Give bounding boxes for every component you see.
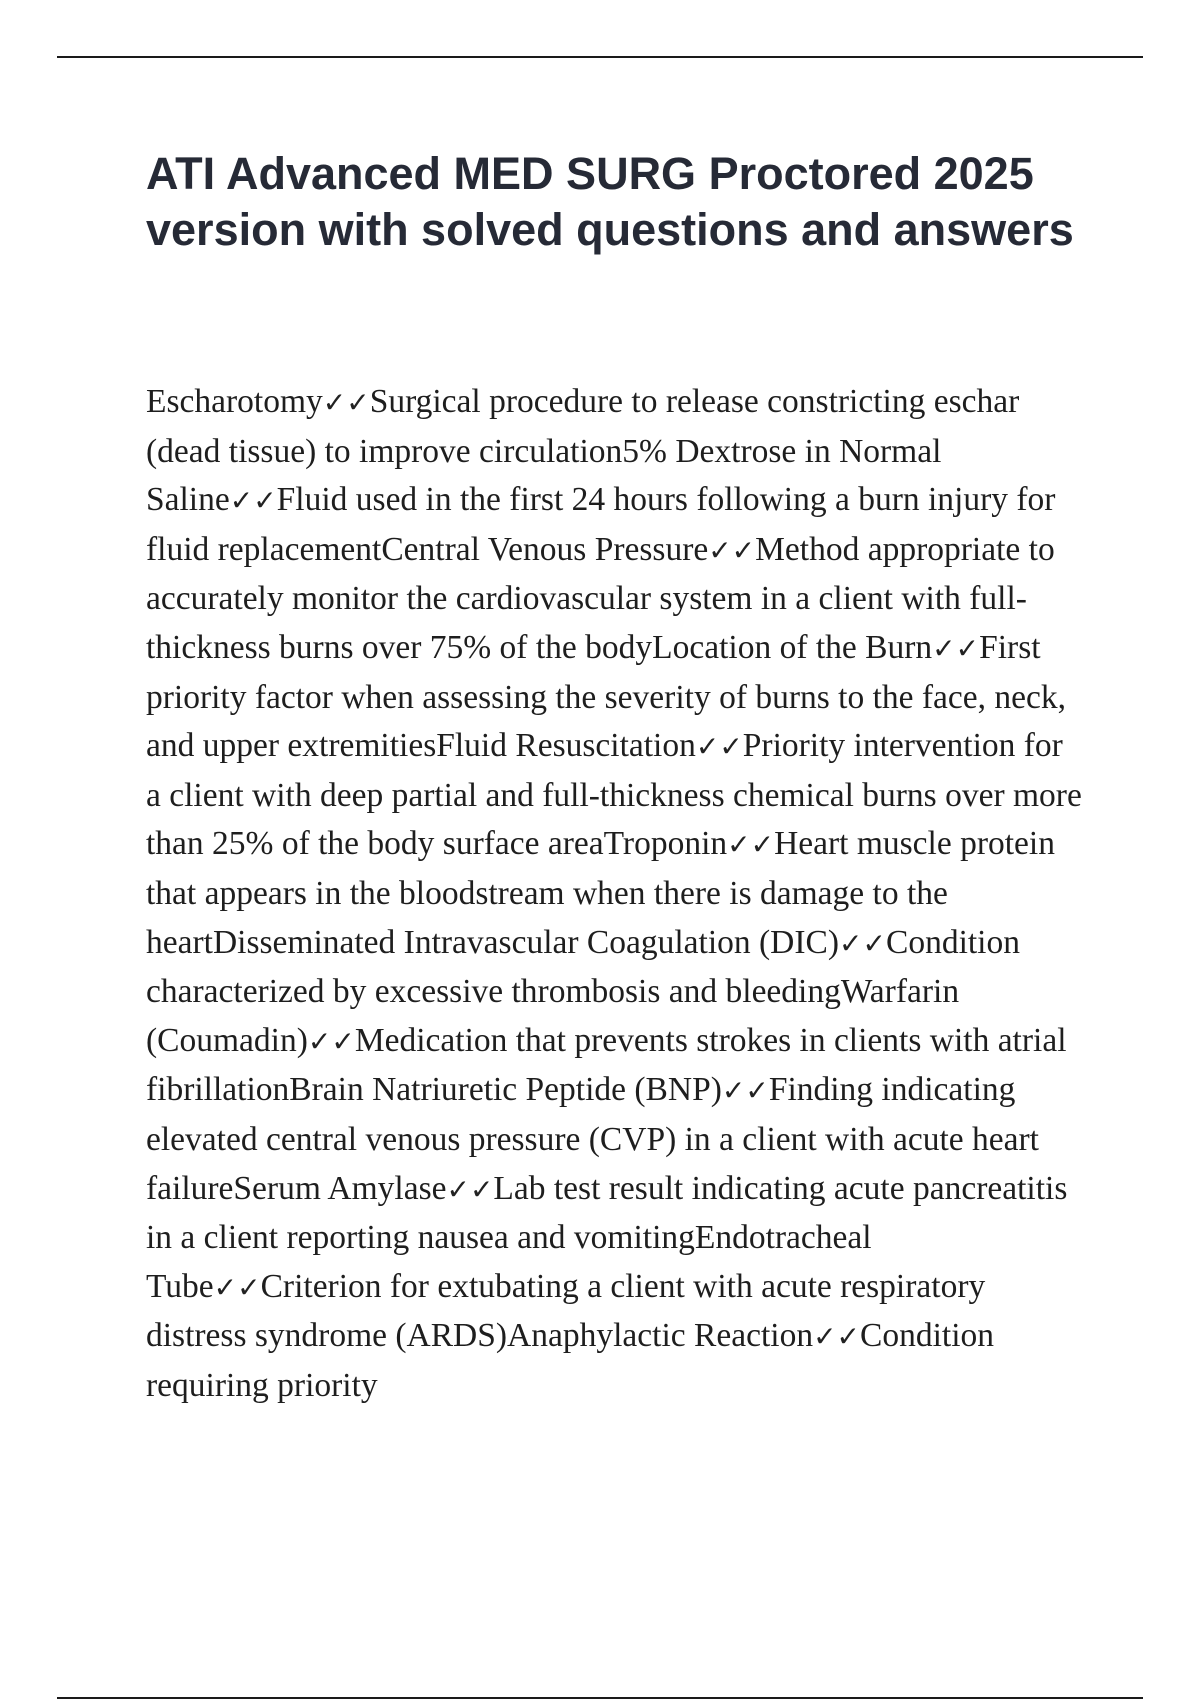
entry-definition: Finding indicating elevated central venous pressure (CVP) in a client with acute heart failure bbox=[146, 1071, 1039, 1207]
check-mark-icon: ✓✓ bbox=[322, 386, 370, 419]
entry-term: Endotracheal Tube bbox=[146, 1219, 872, 1305]
entry-definition: First priority factor when assessing the severity of burns to the face, neck, and upper extremities bbox=[146, 628, 1067, 765]
entry-definition: Lab test result indicating acute pancreatitis in a client reporting nausea and vomiting bbox=[146, 1169, 1068, 1257]
footer-rule bbox=[57, 1697, 1143, 1699]
check-mark-icon: ✓✓ bbox=[708, 533, 756, 567]
entry-term: Warfarin (Coumadin) bbox=[146, 973, 960, 1059]
entry-definition: Criterion for extubating a client with acute respiratory distress syndrome (ARDS) bbox=[146, 1267, 986, 1355]
check-mark-icon: ✓✓ bbox=[307, 1024, 355, 1058]
document-title: ATI Advanced MED SURG Proctored 2025 version with solved questions and answers bbox=[146, 148, 1074, 255]
entry-term: Anaphylactic Reaction bbox=[507, 1317, 814, 1355]
flashcard-text bbox=[146, 378, 1086, 1410]
check-mark-icon: ✓✓ bbox=[727, 828, 775, 862]
check-mark-icon: ✓✓ bbox=[839, 926, 886, 960]
check-mark-icon: ✓✓ bbox=[721, 1074, 769, 1108]
entry-definition: Medication that prevents strokes in clients with atrial fibrillation bbox=[146, 1021, 1067, 1109]
check-mark-icon: ✓✓ bbox=[932, 631, 980, 665]
check-mark-icon: ✓✓ bbox=[446, 1172, 494, 1206]
entry-term: Troponin bbox=[603, 825, 728, 863]
check-mark-icon: ✓✓ bbox=[813, 1320, 860, 1354]
entry-definition: Surgical procedure to release constricting eschar (dead tissue) to improve circulation bbox=[146, 383, 1020, 470]
entry-term: Serum Amylase bbox=[233, 1169, 447, 1207]
entry-term: 5% Dextrose in Normal Saline bbox=[146, 432, 942, 519]
entry-definition: Method appropriate to accurately monitor the cardiovascular system in a client with full-thickness burns over 75% of the body bbox=[146, 530, 1055, 666]
entry-term: Disseminated Intravascular Coagulation (DIC) bbox=[212, 923, 840, 961]
entry-term: Location of the Burn bbox=[652, 628, 933, 666]
check-mark-icon: ✓✓ bbox=[229, 484, 277, 518]
check-mark-icon: ✓✓ bbox=[213, 1270, 261, 1304]
entry-term: Fluid Resuscitation bbox=[436, 727, 696, 765]
entry-definition: Condition requiring priority bbox=[146, 1317, 995, 1404]
entry-definition: Fluid used in the first 24 hours following a burn injury for fluid replacement bbox=[146, 481, 1056, 568]
entry-term: Escharotomy bbox=[146, 383, 323, 420]
check-mark-icon: ✓✓ bbox=[695, 730, 743, 764]
entry-definition: Priority intervention for a client with deep partial and full-thickness chemical burns over more than 25% of the body surface area bbox=[146, 727, 1082, 863]
header-rule bbox=[57, 56, 1143, 58]
entry-definition: Heart muscle protein that appears in the bloodstream when there is damage to the heart bbox=[146, 825, 1055, 961]
entry-term: Brain Natriuretic Peptide (BNP) bbox=[289, 1071, 722, 1109]
entry-term: Central Venous Pressure bbox=[381, 530, 709, 568]
entry-definition: Condition characterized by excessive thrombosis and bleeding bbox=[146, 923, 1020, 1011]
